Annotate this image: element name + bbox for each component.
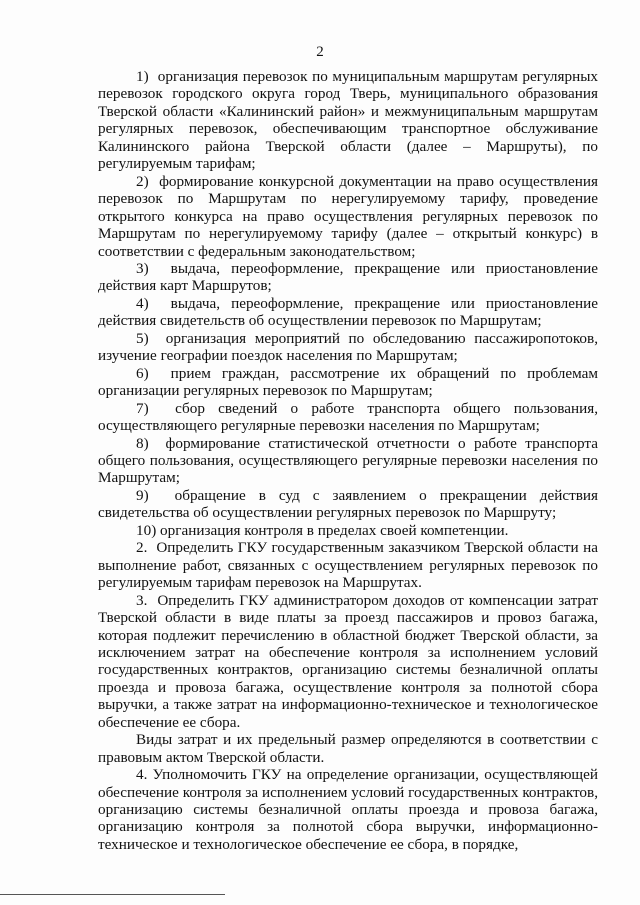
page-number: 2: [316, 44, 324, 60]
paragraph-item-9: 9) обращение в суд с заявлением о прекращении действия свидетельства об осуществлении регулярных перевозок по Маршруту;: [98, 486, 598, 522]
paragraph-item-10: 10) организация контроля в пределах своей компетенции.: [136, 521, 509, 539]
paragraph-item-4: 4) выдача, переоформление, прекращение или приостановление действия свидетельств об осуществлении перевозок по Маршрутам;: [98, 294, 598, 330]
paragraph-item-5: 5) организация мероприятий по обследованию пассажиропотоков, изучение географии поездок населения по Маршрутам;: [98, 329, 598, 365]
paragraph-item-3: 3) выдача, переоформление, прекращение или приостановление действия карт Маршрутов;: [98, 259, 598, 295]
paragraph-section-3: 3. Определить ГКУ администратором доходов от компенсации затрат Тверской области в виде платы за проезд пассажиров и провоз багажа, которая подлежит перечислению в областной бюджет Тверской области, за исключением затрат на обеспечение контроля за исполнением условий государственных контрактов, организацию системы безналичной оплаты проезда и провоза багажа, осуществление контроля за полнотой сбора выручки, а также затрат на информационно-техническое и технологическое обеспечение ее сбора.: [98, 591, 598, 731]
paragraph-section-4: 4. Уполномочить ГКУ на определение организации, осуществляющей обеспечение контроля за исполнением условий государственных контрактов, организацию системы безналичной оплаты проезда и провоза багажа, организацию контроля за полнотой сбора выручки, информационно-техническое и технологическое обеспечение ее сбора, в порядке,: [98, 766, 598, 853]
paragraph-item-8: 8) формирование статистической отчетности о работе транспорта общего пользования, осуществляющего регулярные перевозки населения по Маршрутам;: [98, 434, 598, 487]
footnote-separator-line: [0, 894, 225, 895]
paragraph-item-2: 2) формирование конкурсной документации на право осуществления перевозок по Маршрутам по нерегулируемому тарифу, проведение открытого конкурса на право осуществления регулярных перевозок по Маршрутам по нерегулируемому тарифу (далее – открытый конкурс) в соответствии с федеральным законодательством;: [98, 172, 598, 260]
paragraph-item-7: 7) сбор сведений о работе транспорта общего пользования, осуществляющего регулярные перевозки населения по Маршрутам;: [98, 399, 598, 435]
document-body: [98, 68, 598, 853]
paragraph-item-1: 1) организация перевозок по муниципальным маршрутам регулярных перевозок городского округа город Тверь, муниципального образования Тверской области «Калининский район» и межмуниципальным маршрутам регулярных перевозок, обеспечивающим транспортное обслуживание Калининского района Тверской области (далее – Маршруты), по регулируемым тарифам;: [98, 68, 598, 173]
paragraph-cost-types: Виды затрат и их предельный размер определяются в соответствии с правовым актом Тверской области.: [98, 731, 598, 766]
paragraph-section-2: 2. Определить ГКУ государственным заказчиком Тверской области на выполнение работ, связанных с осуществлением регулярных перевозок по регулируемым тарифам перевозок на Маршрутах.: [98, 539, 598, 592]
paragraph-item-6: 6) прием граждан, рассмотрение их обращений по проблемам организации регулярных перевозок по Маршрутам;: [98, 364, 598, 400]
